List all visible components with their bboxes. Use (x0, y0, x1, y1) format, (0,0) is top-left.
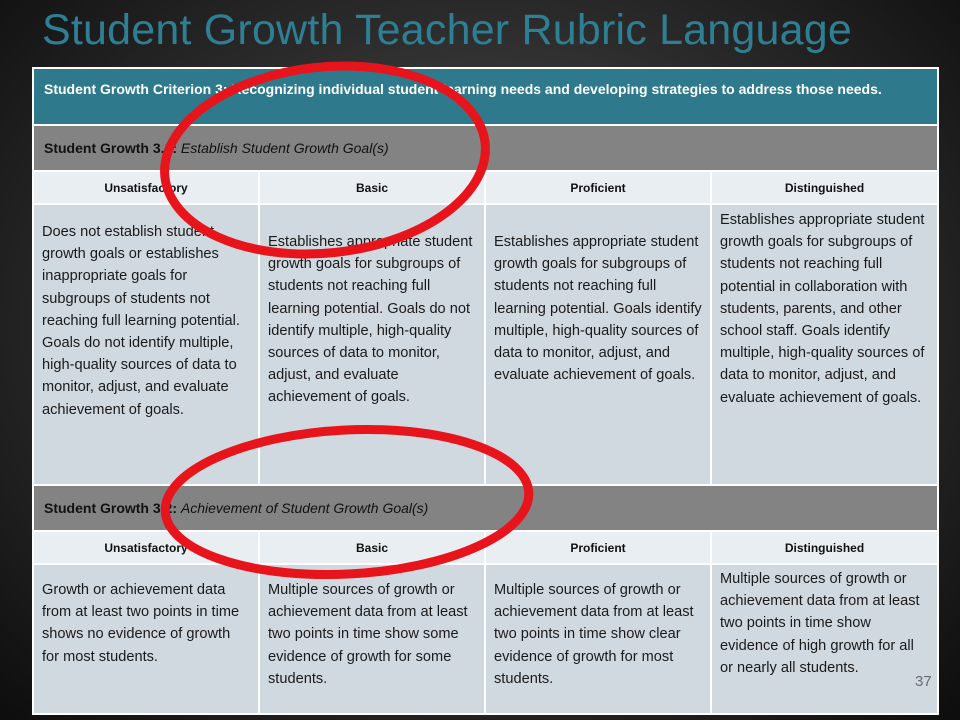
descriptor-row (33, 204, 938, 485)
section-title-3-1 (33, 125, 938, 171)
criterion-header: Student Growth Criterion 3: Recognizing individual student learning needs and developing strategies to address those needs. (33, 68, 938, 125)
level-header-row (33, 531, 938, 564)
level-basic: Basic (259, 171, 485, 204)
descriptor-basic: Multiple sources of growth or achievement data from at least two points in time show some evidence of growth for some students. (259, 564, 485, 714)
section-row (33, 485, 938, 531)
descriptor-proficient: Establishes appropriate student growth goals for subgroups of students not reaching full learning potential. Goals identify multiple, high-quality sources of data to monitor, adjust, and evaluate achievement of goals. (485, 204, 711, 485)
descriptor-distinguished: Establishes appropriate student growth goals for subgroups of students not reaching full potential in collaboration with students, parents, and other school staff. Goals identify multiple, high-quality sources of data to monitor, adjust, and evaluate achievement of goals. (711, 204, 938, 485)
level-unsatisfactory: Unsatisfactory (33, 531, 259, 564)
level-basic: Basic (259, 531, 485, 564)
descriptor-proficient: Multiple sources of growth or achievement data from at least two points in time show clear evidence of growth for most students. (485, 564, 711, 714)
level-distinguished: Distinguished (711, 531, 938, 564)
slide-title: Student Growth Teacher Rubric Language (42, 6, 852, 54)
page-number: 37 (915, 673, 932, 690)
rubric-table (32, 67, 939, 715)
descriptor-distinguished: Multiple sources of growth or achievement data from at least two points in time show evidence of high growth for all or nearly all students. (711, 564, 938, 714)
descriptor-row (33, 564, 938, 714)
level-proficient: Proficient (485, 531, 711, 564)
level-header-row (33, 171, 938, 204)
level-proficient: Proficient (485, 171, 711, 204)
section-label: Student Growth 3.1: (44, 140, 177, 156)
criterion-header-row (33, 68, 938, 125)
descriptor-unsatisfactory: Growth or achievement data from at least two points in time shows no evidence of growth for most students. (33, 564, 259, 714)
section-label: Student Growth 3.2: (44, 500, 177, 516)
descriptor-basic: Establishes appropriate student growth goals for subgroups of students not reaching full learning potential. Goals do not identify multiple, high-quality sources of data to monitor, adjust, and evaluate achievement of goals. (259, 204, 485, 485)
level-unsatisfactory: Unsatisfactory (33, 171, 259, 204)
section-subtitle: Establish Student Growth Goal(s) (180, 140, 389, 156)
section-subtitle: Achievement of Student Growth Goal(s) (180, 500, 429, 516)
level-distinguished: Distinguished (711, 171, 938, 204)
section-row (33, 125, 938, 171)
section-title-3-2 (33, 485, 938, 531)
descriptor-unsatisfactory: Does not establish student growth goals or establishes inappropriate goals for subgroups of students not reaching full learning potential. Goals do not identify multiple, high-quality sources of data to monitor, adjust, and evaluate achievement of goals. (33, 204, 259, 485)
